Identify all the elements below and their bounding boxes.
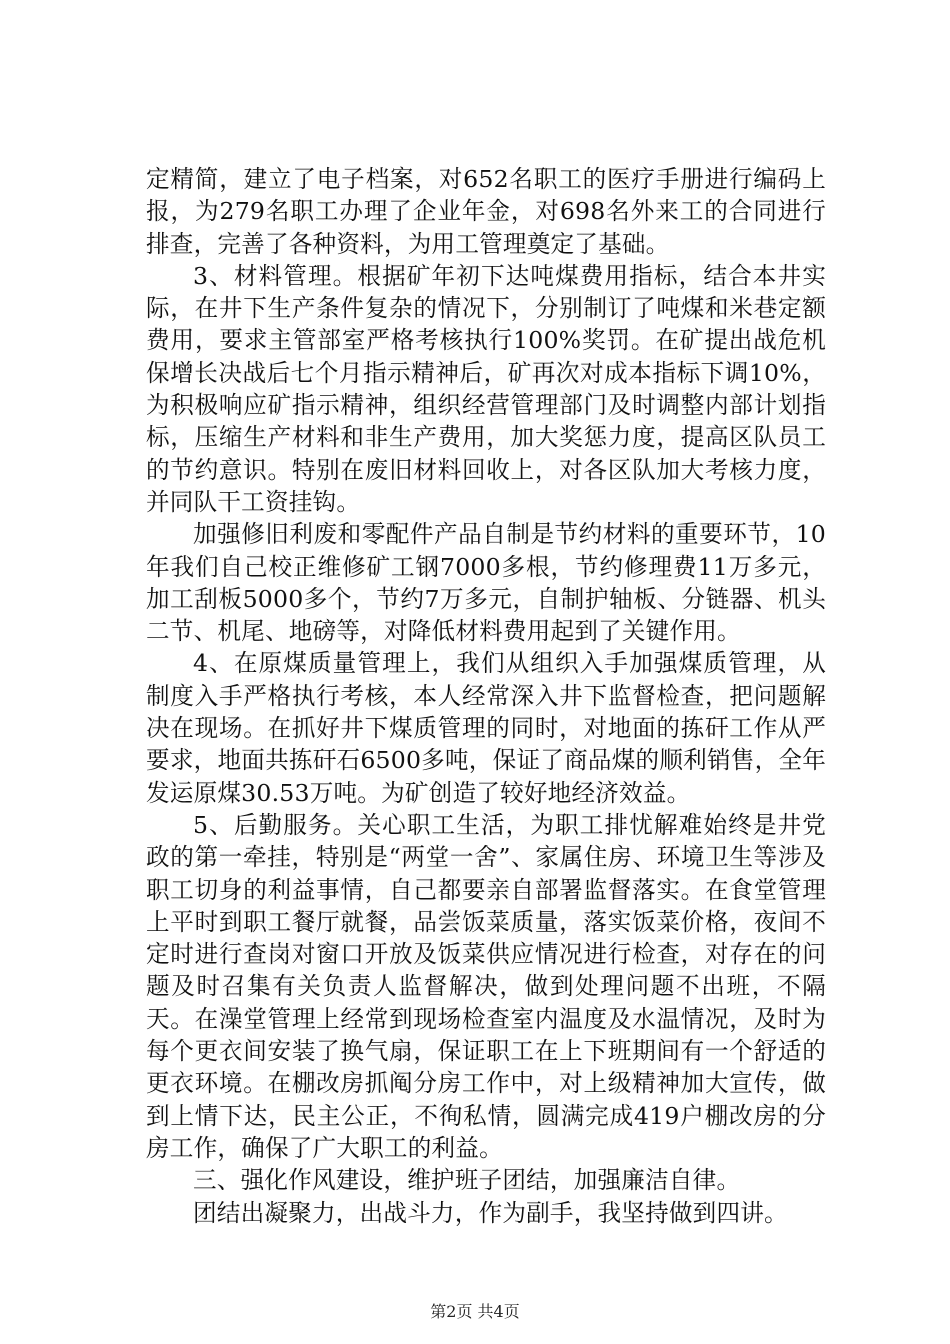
- paragraph-repair-reuse: 加强修旧利废和零配件产品自制是节约材料的重要环节，10年我们自己校正维修矿工钢7000多根，节约修理费11万多元，加工刮板5000多个，节约7万多元，自制护轴板、分链器、机头二节、机尾、地磅等，对降低材料费用起到了关键作用。: [146, 520, 826, 646]
- paragraph-section-heading: 三、强化作风建设，维护班子团结，加强廉洁自律。: [193, 1166, 741, 1195]
- document-body: [146, 163, 826, 1229]
- paragraph-material-management: 3、材料管理。根据矿年初下达吨煤费用指标，结合本井实际，在井下生产条件复杂的情况下，分别制订了吨煤和米巷定额费用，要求主管部室严格考核执行100%奖罚。在矿提出战危机保增长决战后七个月指示精神后，矿再次对成本指标下调10%，为积极响应矿指示精神，组织经营管理部门及时调整内部计划指标，压缩生产材料和非生产费用，加大奖惩力度，提高区队员工的节约意识。特别在废旧材料回收上，对各区队加大考核力度，并同队干工资挂钩。: [146, 261, 826, 516]
- paragraph-continuation: 定精简，建立了电子档案，对652名职工的医疗手册进行编码上报，为279名职工办理了企业年金，对698名外来工的合同进行排查，完善了各种资料，为用工管理奠定了基础。: [146, 165, 826, 258]
- paragraph-logistics-service: 5、后勤服务。关心职工生活，为职工排忧解难始终是井党政的第一牵挂，特别是“两堂一舍”、家属住房、环境卫生等涉及职工切身的利益事情，自己都要亲自部署监督落实。在食堂管理上平时到职工餐厅就餐，品尝饭菜质量，落实饭菜价格，夜间不定时进行查岗对窗口开放及饭菜供应情况进行检查，对存在的问题及时召集有关负责人监督解决，做到处理问题不出班，不隔天。在澡堂管理上经常到现场检查室内温度及水温情况，及时为每个更衣间安装了换气扇，保证职工在上下班期间有一个舒适的更衣环境。在棚改房抓阄分房工作中，对上级精神加大宣传，做到上情下达，民主公正，不徇私情，圆满完成419户棚改房的分房工作，确保了广大职工的利益。: [146, 810, 826, 1162]
- page-footer: 第2页 共4页: [430, 1302, 520, 1321]
- paragraph-coal-quality: 4、在原煤质量管理上，我们从组织入手加强煤质管理，从制度入手严格执行考核，本人经常深入井下监督检查，把问题解决在现场。在抓好井下煤质管理的同时，对地面的拣矸工作从严要求，地面共拣矸石6500多吨，保证了商品煤的顺利销售，全年发运原煤30.53万吨。为矿创造了较好地经济效益。: [146, 649, 826, 807]
- paragraph-unity: 团结出凝聚力，出战斗力，作为副手，我坚持做到四讲。: [193, 1198, 788, 1227]
